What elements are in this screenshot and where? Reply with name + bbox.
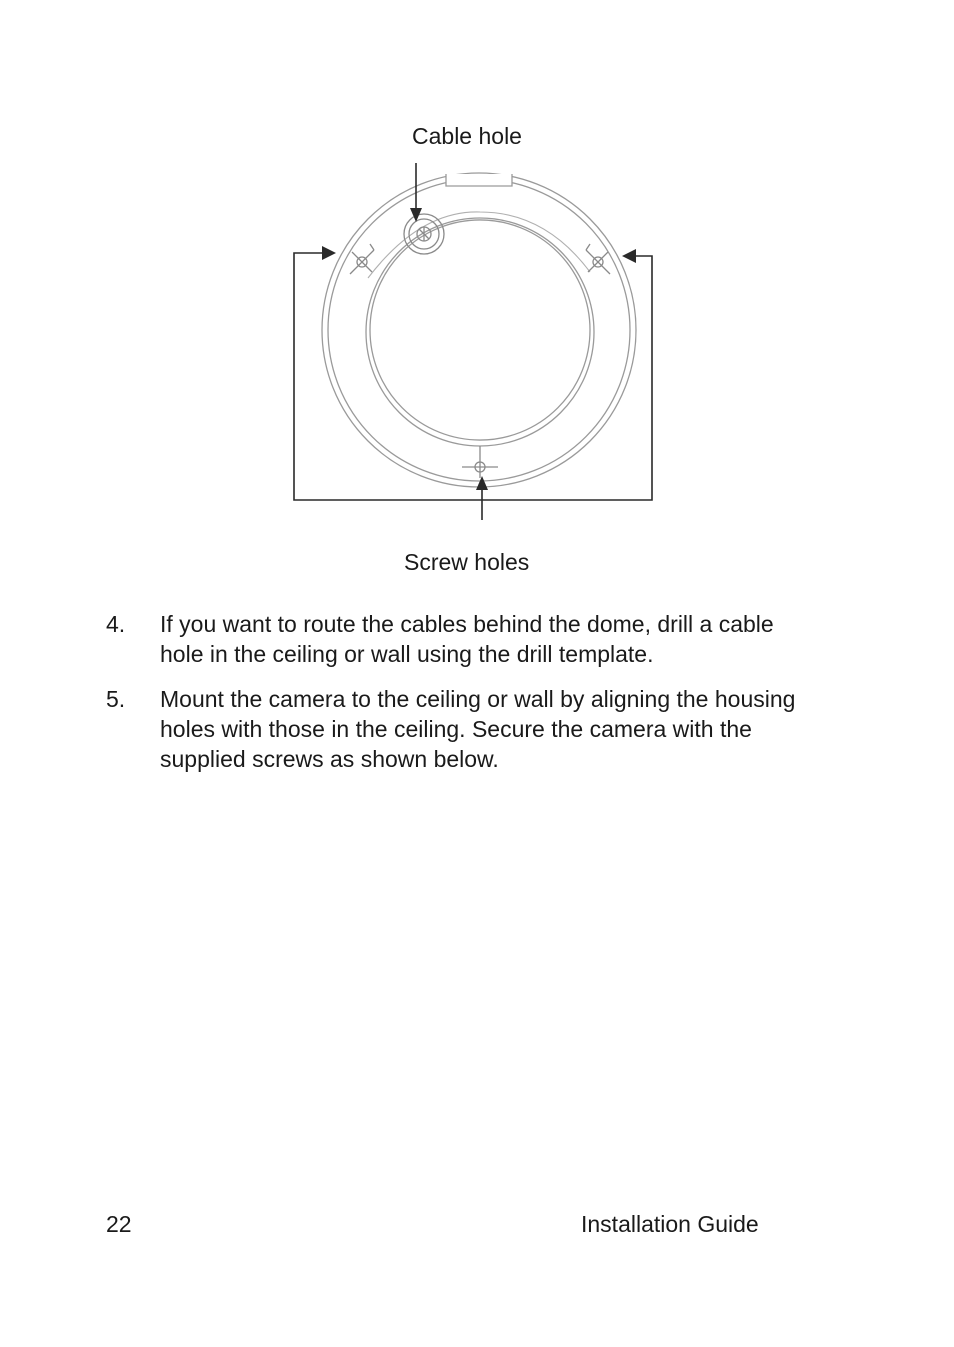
cable-hole [404,214,444,254]
inner-flange [368,212,590,278]
step-number: 5. [106,686,126,712]
step-item [106,609,806,671]
screw-holes-bracket [294,253,652,520]
step-number: 4. [106,611,126,637]
cable-hole-arrow [410,163,422,222]
screw-hole-bottom [462,446,498,478]
cable-hole-label: Cable hole [412,123,522,149]
top-notch [446,174,512,186]
screw-hole-left [350,244,374,274]
screw-holes-label: Screw holes [404,549,530,575]
step-text: If you want to route the cables behind the dome, drill a cable hole in the ceiling or wall using the drill template. [160,611,774,667]
inner-body-ring [366,218,594,446]
step-item [106,684,806,776]
document-title: Installation Guide [581,1211,759,1237]
step-text: Mount the camera to the ceiling or wall by aligning the housing holes with those in the ceiling. Secure the camera with the supplied screws as shown below. [160,686,796,772]
screw-holes-arrowheads [322,246,636,490]
page-number: 22 [106,1211,132,1237]
dome-base-diagram [280,160,670,530]
